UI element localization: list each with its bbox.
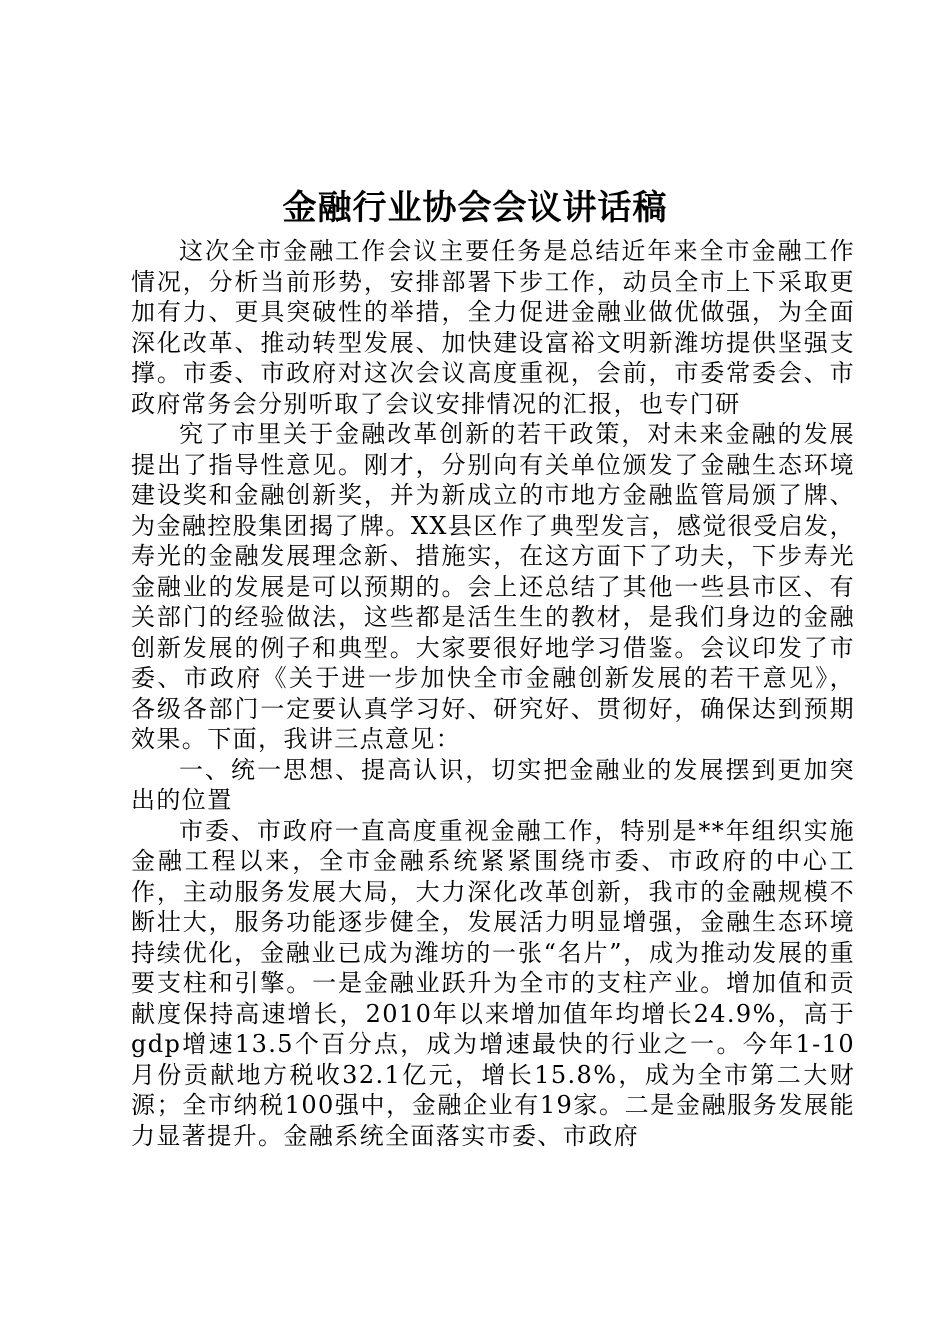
paragraph: 这次全市金融工作会议主要任务是总结近年来全市金融工作情况，分析当前形势，安排部署下步工作，动员全市上下采取更加有力、更具突破性的举措，全力促进金融业做优做强，为全面深化改革、推动转型发展、加快建设富裕文明新潍坊提供坚强支撑。市委、市政府对这次会议高度重视，会前，市委常委会、市政府常务会分别听取了会议安排情况的汇报，也专门研 xyxy=(131,237,855,418)
document-title: 金融行业协会会议讲话稿 xyxy=(282,188,668,228)
section-heading: 一、统一思想、提高认识，切实把金融业的发展摆到更加突出的位置 xyxy=(131,755,855,814)
document-body xyxy=(131,236,855,1151)
paragraph: 究了市里关于金融改革创新的若干政策，对未来金融的发展提出了指导性意见。刚才，分别向有关单位颁发了金融生态环境建设奖和金融创新奖，并为新成立的市地方金融监管局颁了牌、为金融控股集团揭了牌。XX县区作了典型发言，感觉很受启发，寿光的金融发展理念新、措施实，在这方面下了功夫，下步寿光金融业的发展是可以预期的。会上还总结了其他一些县市区、有关部门的经验做法，这些都是活生生的教材，是我们身边的金融创新发展的例子和典型。大家要很好地学习借鉴。会议印发了市委、市政府《关于进一步加快全市金融创新发展的若干意见》，各级各部门一定要认真学习好、研究好、贯彻好，确保达到预期效果。下面，我讲三点意见： xyxy=(131,420,855,753)
paragraph: 市委、市政府一直高度重视金融工作，特别是**年组织实施金融工程以来，全市金融系统紧紧围绕市委、市政府的中心工作，主动服务发展大局，大力深化改革创新，我市的金融规模不断壮大，服务功能逐步健全，发展活力明显增强，金融生态环境持续优化，金融业已成为潍坊的一张“名片”，成为推动发展的重要支柱和引擎。一是金融业跃升为全市的支柱产业。增加值和贡献度保持高速增长，2010年以来增加值年均增长24.9%，高于gdp增速13.5个百分点，成为增速最快的行业之一。今年1-10月份贡献地方税收32.1亿元，增长15.8%，成为全市第二大财源；全市纳税100强中，金融企业有19家。二是金融服务发展能力显著提升。金融系统全面落实市委、市政府 xyxy=(131,816,855,1150)
